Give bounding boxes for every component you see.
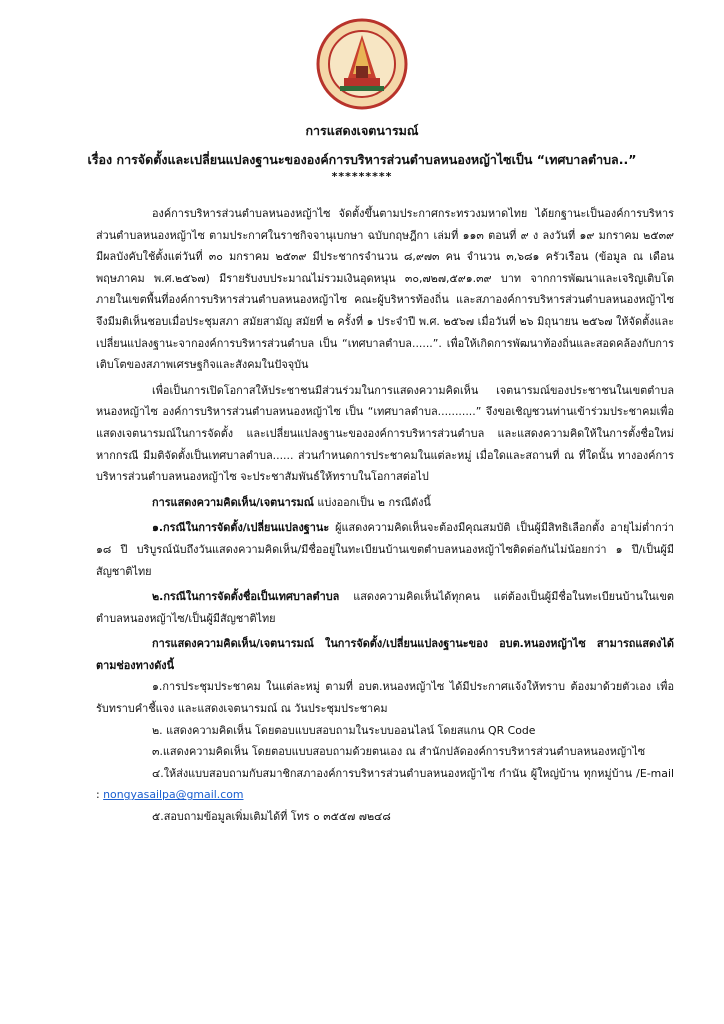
case-2-title: ๒.กรณีในการจัดตั้งชื่อเป็นเทศบาลตำบล	[152, 590, 340, 604]
emblem-logo	[316, 18, 408, 110]
document-title: การแสดงเจตนารมณ์	[305, 123, 419, 138]
heading-cases-bold: การแสดงความคิดเห็น/เจตนารมณ์	[152, 495, 314, 509]
case-2	[96, 586, 674, 629]
heading-cases-rest: แบ่งออกเป็น ๒ กรณีดังนี้	[313, 495, 431, 509]
channel-4-text: ๔.ให้ส่งแบบสอบถามกับสมาชิกสภาองค์การบริหารส่วนตำบลหนองหญ้าไซ กำนัน ผู้ใหญ่บ้าน ทุกหมู่บ้าน /E-mail :	[96, 766, 674, 802]
case-2-text: แสดงความคิดเห็นได้ทุกคน แต่ต้องเป็นผู้มีชื่อในทะเบียนบ้านในเขตตำบลหนองหญ้าไซ/เป็นผู้มีสัญชาติไทย	[96, 590, 674, 625]
heading-cases	[96, 492, 674, 514]
channel-3: ๓.แสดงความคิดเห็น โดยตอบแบบสอบถามด้วยตนเอง ณ สำนักปลัดองค์การบริหารส่วนตำบลหนองหญ้าไซ	[152, 745, 646, 759]
channel-5: ๕.สอบถามข้อมูลเพิ่มเติมได้ที่ โทร ๐ ๓๕๕๗ ๗๒๔๘	[152, 810, 391, 824]
case-1-title: ๑.กรณีในการจัดตั้ง/เปลี่ยนแปลงฐานะ	[152, 521, 330, 535]
channel-4	[96, 763, 674, 806]
document-body	[96, 203, 674, 828]
paragraph-background: องค์การบริหารส่วนตำบลหนองหญ้าไซ จัดตั้งขึ้นตามประกาศกระทรวงมหาดไทย ได้ยกฐานะเป็นองค์การบริหารส่วนตำบลหนองหญ้าไซ ตามประกาศในราชกิจจานุเบกษา ฉบับกฤษฎีกา เล่มที่ ๑๑๓ ตอนที่ ๙ ง ลงวันที่ ๑๙ มกราคม ๒๕๓๙ มีผลบังคับใช้ตั้งแต่วันที่ ๓๐ มกราคม ๒๕๓๙ มีประชากรจำนวน ๘,๙๗๓ คน จำนวน ๓,๖๘๑ ครัวเรือน (ข้อมูล ณ เดือนพฤษภาคม พ.ศ.๒๕๖๗) มีรายรับงบประมาณไม่รวมเงินอุดหนุน ๓๐,๗๒๗,๕๙๑.๓๙ บาท จากการพัฒนาและเจริญเติบโตภายในเขตพื้นที่องค์การบริหารส่วนตำบลหนองหญ้าไซ คณะผู้บริหารท้องถิ่น และสภาองค์การบริหารส่วนตำบลหนองหญ้าไซ จึงมีมติเห็นชอบเมื่อประชุมสภา สมัยสามัญ สมัยที่ ๒ ครั้งที่ ๑ ประจำปี พ.ศ. ๒๕๖๗ เมื่อวันที่ ๒๖ มิถุนายน ๒๕๖๗ ให้จัดตั้งและเปลี่ยนแปลงฐานะจากองค์การบริหารส่วนตำบล เป็น “เทศบาลตำบล......”. เพื่อให้เกิดการพัฒนาท้องถิ่นและสอดคล้องกับการเติบโตของสภาพเศรษฐกิจและสังคมในปัจจุบัน	[96, 207, 674, 372]
separator-stars: *********	[331, 170, 393, 183]
heading-channels: การแสดงความคิดเห็น/เจตนารมณ์ ในการจัดตั้ง/เปลี่ยนแปลงฐานะของ อบต.หนองหญ้าไซ สามารถแสดงได้ ตามช่องทางดังนี้	[96, 637, 674, 672]
case-1-text: ผู้แสดงความคิดเห็นจะต้องมีคุณสมบัติ เป็นผู้มีสิทธิเลือกตั้ง อายุไม่ต่ำกว่า ๑๘ ปี บริบูรณ์นับถึงวันแสดงความคิดเห็น/มีชื่ออยู่ในทะเบียนบ้านเขตตำบลหนองหญ้าไซติดต่อกันไม่น้อยกว่า ๑ ปี/เป็นผู้มีสัญชาติไทย	[96, 521, 674, 578]
email-link[interactable]: nongyasailpa@gmail.com	[103, 788, 244, 802]
document-subject: เรื่อง การจัดตั้งและเปลี่ยนแปลงฐานะขององค์การบริหารส่วนตำบลหนองหญ้าไซเป็น “เทศบาลตำบล..”	[87, 152, 637, 167]
channel-1: ๑.การประชุมประชาคม ในแต่ละหมู่ ตามที่ อบต.หนองหญ้าไซ ได้มีประกาศแจ้งให้ทราบ ต้องมาด้วยตัวเอง เพื่อรับทราบคำชี้แจง และแสดงเจตนารมณ์ ณ วันประชุมประชาคม	[96, 680, 674, 716]
paragraph-invitation: เพื่อเป็นการเปิดโอกาสให้ประชาชนมีส่วนร่วมในการแสดงความคิดเห็น เจตนารมณ์ของประชาชนในเขตตำบลหนองหญ้าไซ องค์การบริหารส่วนตำบลหนองหญ้าไซ เป็น “เทศบาลตำบล...........” จึงขอเชิญชวนท่านเข้าร่วมประชาคมเพื่อแสดงเจตนารมณ์ในการจัดตั้ง และเปลี่ยนแปลงฐานะขององค์การบริหารส่วนตำบล และแสดงความคิดให้ในการตั้งชื่อใหม่หากกรณี มีมติจัดตั้งเป็นเทศบาลตำบล...... ส่วนกำหนดการประชาคมในแต่ละหมู่ เมื่อใดและสถานที่ ณ ที่ใดนั้น ทางองค์การบริหารส่วนตำบลหนองหญ้าไซ จะประชาสัมพันธ์ให้ทราบในโอกาสต่อไป	[96, 383, 674, 484]
case-1	[96, 517, 674, 582]
channel-2: ๒. แสดงความคิดเห็น โดยตอบแบบสอบถามในระบบออนไลน์ โดยสแกน QR Code	[152, 723, 536, 737]
